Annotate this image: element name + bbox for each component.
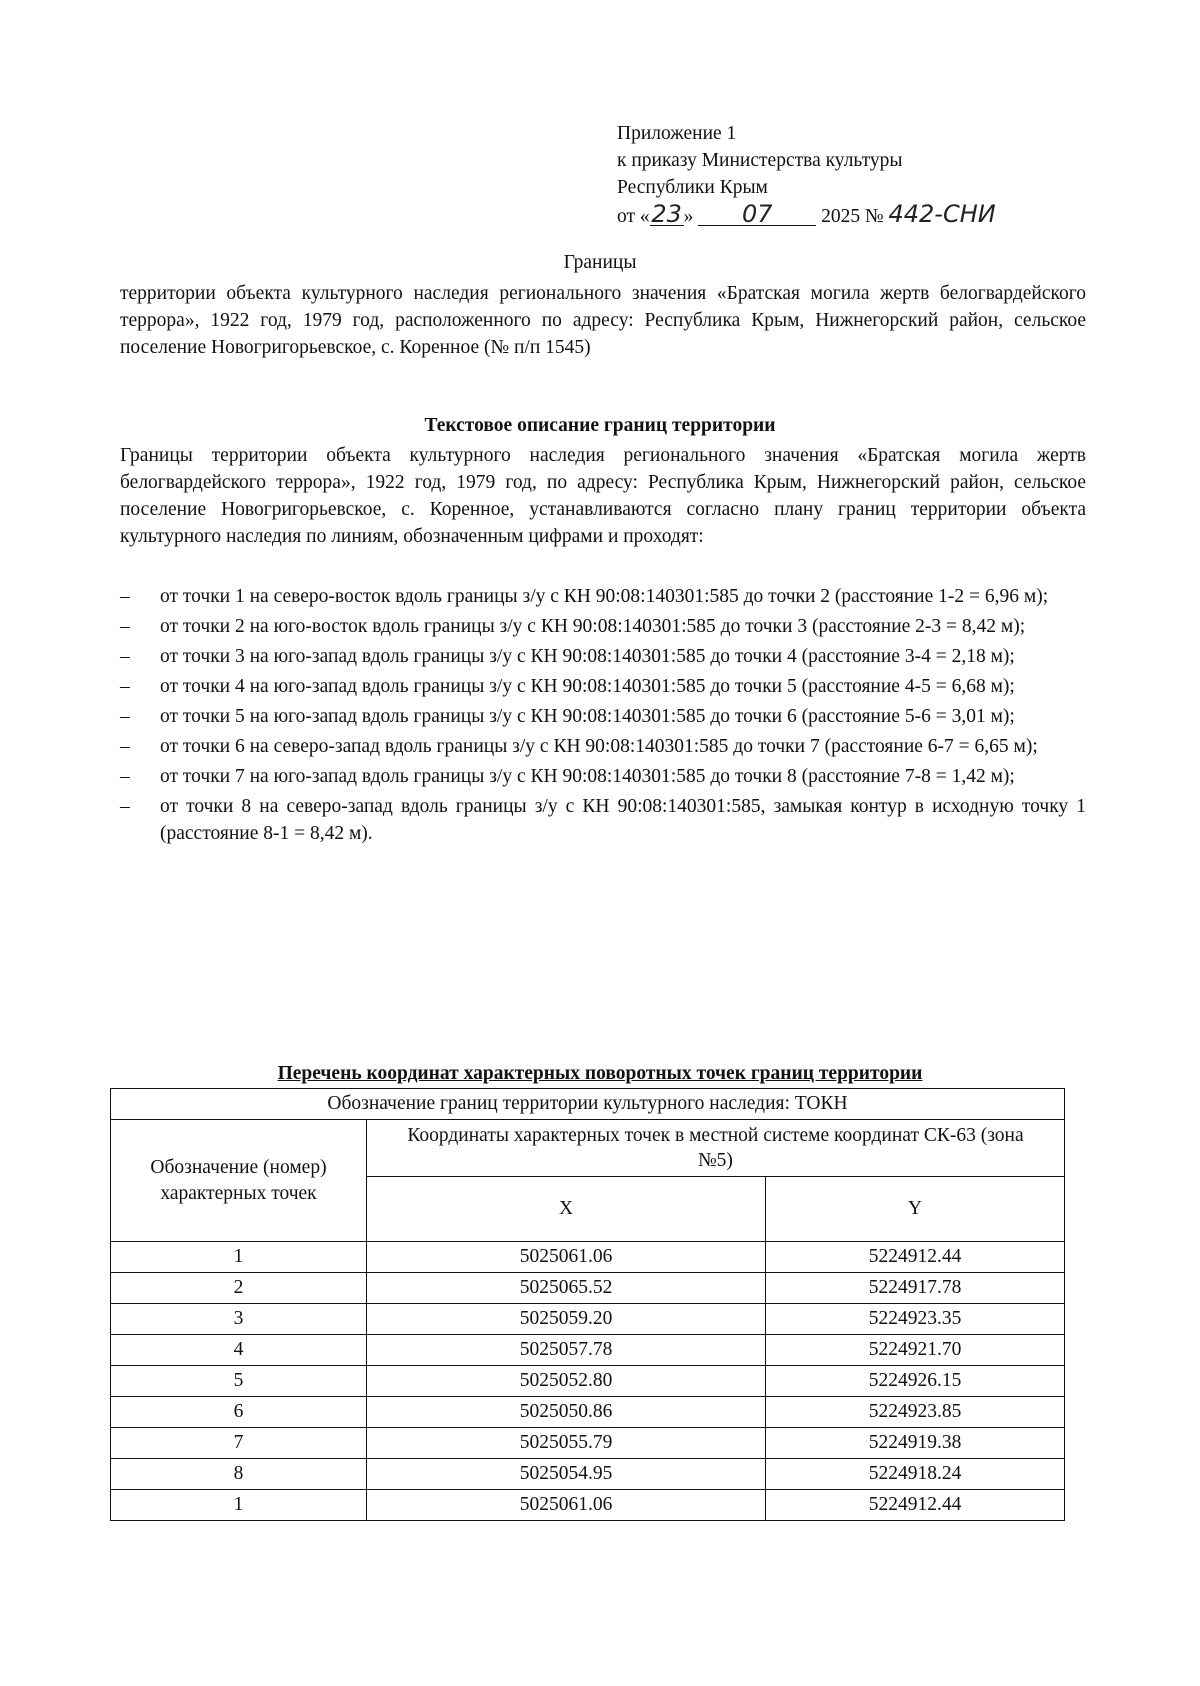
cell-y: 5224912.44 bbox=[766, 1242, 1065, 1273]
table-row bbox=[111, 1428, 1065, 1459]
section-title: Текстовое описание границ территории bbox=[424, 415, 776, 436]
column-header-x: X bbox=[367, 1177, 766, 1242]
appendix-block bbox=[617, 120, 996, 230]
cell-y: 5224917.78 bbox=[766, 1273, 1065, 1304]
cell-x: 5025050.86 bbox=[367, 1397, 766, 1428]
table-row bbox=[111, 1273, 1065, 1304]
table-row bbox=[111, 1366, 1065, 1397]
list-item bbox=[120, 673, 1086, 700]
column-header-coords: Координаты характерных точек в местной системе координат СК-63 (зона №5) bbox=[367, 1120, 1065, 1177]
cell-point: 6 bbox=[111, 1397, 367, 1428]
date-year: 2025 № bbox=[821, 206, 884, 227]
cell-point: 7 bbox=[111, 1428, 367, 1459]
cell-y: 5224912.44 bbox=[766, 1490, 1065, 1521]
cell-point: 4 bbox=[111, 1335, 367, 1366]
dash-bullet: – bbox=[120, 646, 130, 667]
cell-y: 5224923.85 bbox=[766, 1397, 1065, 1428]
dash-bullet: – bbox=[120, 676, 130, 697]
cell-x: 5025057.78 bbox=[367, 1335, 766, 1366]
cell-point: 3 bbox=[111, 1304, 367, 1335]
segment-text: от точки 4 на юго-запад вдоль границы з/у с КН 90:08:140301:585 до точки 5 (расстояние 4-5 = 6,68 м); bbox=[160, 676, 1015, 697]
cell-y: 5224926.15 bbox=[766, 1366, 1065, 1397]
table-row bbox=[111, 1459, 1065, 1490]
table-title: Перечень координат характерных поворотных точек границ территории bbox=[277, 1063, 923, 1084]
appendix-line-3: Республики Крым bbox=[617, 177, 768, 198]
date-mid: » bbox=[683, 206, 694, 227]
cell-x: 5025055.79 bbox=[367, 1428, 766, 1459]
cell-x: 5025052.80 bbox=[367, 1366, 766, 1397]
table-row bbox=[111, 1304, 1065, 1335]
segment-text: от точки 6 на северо-запад вдоль границы з/у с КН 90:08:140301:585 до точки 7 (расстояние 6-7 = 6,65 м); bbox=[160, 736, 1038, 757]
handwritten-month: 07 bbox=[698, 203, 816, 226]
cell-point: 8 bbox=[111, 1459, 367, 1490]
list-item bbox=[120, 733, 1086, 760]
column-header-point: Обозначение (номер) характерных точек bbox=[111, 1120, 367, 1242]
appendix-line-1: Приложение 1 bbox=[617, 123, 737, 144]
list-item bbox=[120, 643, 1086, 670]
segment-text: от точки 1 на северо-восток вдоль границы з/у с КН 90:08:140301:585 до точки 2 (расстояние 1-2 = 6,96 м); bbox=[160, 586, 1049, 607]
intro-paragraph: Границы территории объекта культурного наследия регионального значения «Братская могила жертв белогвардейского террора», 1922 год, 1979 год, по адресу: Республика Крым, Нижнегорский район, сельское поселение Новогригорьевское, с. Коренное, устанавливаются согласно плану границ территории объекта культурного наследия по линиям, обозначенным цифрами и проходят: bbox=[120, 445, 1086, 547]
dash-bullet: – bbox=[120, 796, 130, 817]
cell-x: 5025061.06 bbox=[367, 1242, 766, 1273]
segment-text: от точки 3 на юго-запад вдоль границы з/у с КН 90:08:140301:585 до точки 4 (расстояние 3-4 = 2,18 м); bbox=[160, 646, 1015, 667]
dash-bullet: – bbox=[120, 616, 130, 637]
table-row bbox=[111, 1397, 1065, 1428]
cell-y: 5224921.70 bbox=[766, 1335, 1065, 1366]
cell-x: 5025061.06 bbox=[367, 1490, 766, 1521]
segment-text: от точки 7 на юго-запад вдоль границы з/у с КН 90:08:140301:585 до точки 8 (расстояние 7-8 = 1,42 м); bbox=[160, 766, 1015, 787]
table-row bbox=[111, 1242, 1065, 1273]
dash-bullet: – bbox=[120, 586, 130, 607]
dash-bullet: – bbox=[120, 736, 130, 757]
cell-point: 1 bbox=[111, 1490, 367, 1521]
list-item bbox=[120, 583, 1086, 610]
cell-y: 5224918.24 bbox=[766, 1459, 1065, 1490]
segment-text: от точки 5 на юго-запад вдоль границы з/у с КН 90:08:140301:585 до точки 6 (расстояние 5-6 = 3,01 м); bbox=[160, 706, 1015, 727]
list-item bbox=[120, 763, 1086, 790]
column-header-y: Y bbox=[766, 1177, 1065, 1242]
cell-y: 5224919.38 bbox=[766, 1428, 1065, 1459]
segment-text: от точки 8 на северо-запад вдоль границы з/у с КН 90:08:140301:585, замыкая контур в исходную точку 1 (расстояние 8-1 = 8,42 м). bbox=[160, 796, 1086, 844]
date-prefix: от « bbox=[617, 206, 650, 227]
segments-list bbox=[120, 583, 1086, 850]
cell-point: 2 bbox=[111, 1273, 367, 1304]
document-subtitle: территории объекта культурного наследия регионального значения «Братская могила жертв белогвардейского террора», 1922 год, 1979 год, расположенного по адресу: Республика Крым, Нижнегорский район, сельское поселение Новогригорьевское, с. Коренное (№ п/п 1545) bbox=[120, 283, 1086, 358]
cell-point: 1 bbox=[111, 1242, 367, 1273]
cell-x: 5025054.95 bbox=[367, 1459, 766, 1490]
table-caption: Обозначение границ территории культурного наследия: ТОКН bbox=[111, 1089, 1065, 1120]
table-row bbox=[111, 1335, 1065, 1366]
handwritten-day: 23 bbox=[651, 200, 682, 228]
coordinates-table bbox=[110, 1088, 1065, 1521]
cell-point: 5 bbox=[111, 1366, 367, 1397]
list-item bbox=[120, 793, 1086, 847]
cell-x: 5025059.20 bbox=[367, 1304, 766, 1335]
appendix-date-line bbox=[617, 201, 996, 230]
dash-bullet: – bbox=[120, 766, 130, 787]
appendix-line-2: к приказу Министерства культуры bbox=[617, 150, 903, 171]
list-item bbox=[120, 703, 1086, 730]
handwritten-order-number: 442-СНИ bbox=[888, 200, 996, 228]
cell-x: 5025065.52 bbox=[367, 1273, 766, 1304]
table-row bbox=[111, 1490, 1065, 1521]
list-item bbox=[120, 613, 1086, 640]
cell-y: 5224923.35 bbox=[766, 1304, 1065, 1335]
segment-text: от точки 2 на юго-восток вдоль границы з/у с КН 90:08:140301:585 до точки 3 (расстояние 2-3 = 8,42 м); bbox=[160, 616, 1026, 637]
document-heading: Границы bbox=[563, 252, 637, 273]
dash-bullet: – bbox=[120, 706, 130, 727]
